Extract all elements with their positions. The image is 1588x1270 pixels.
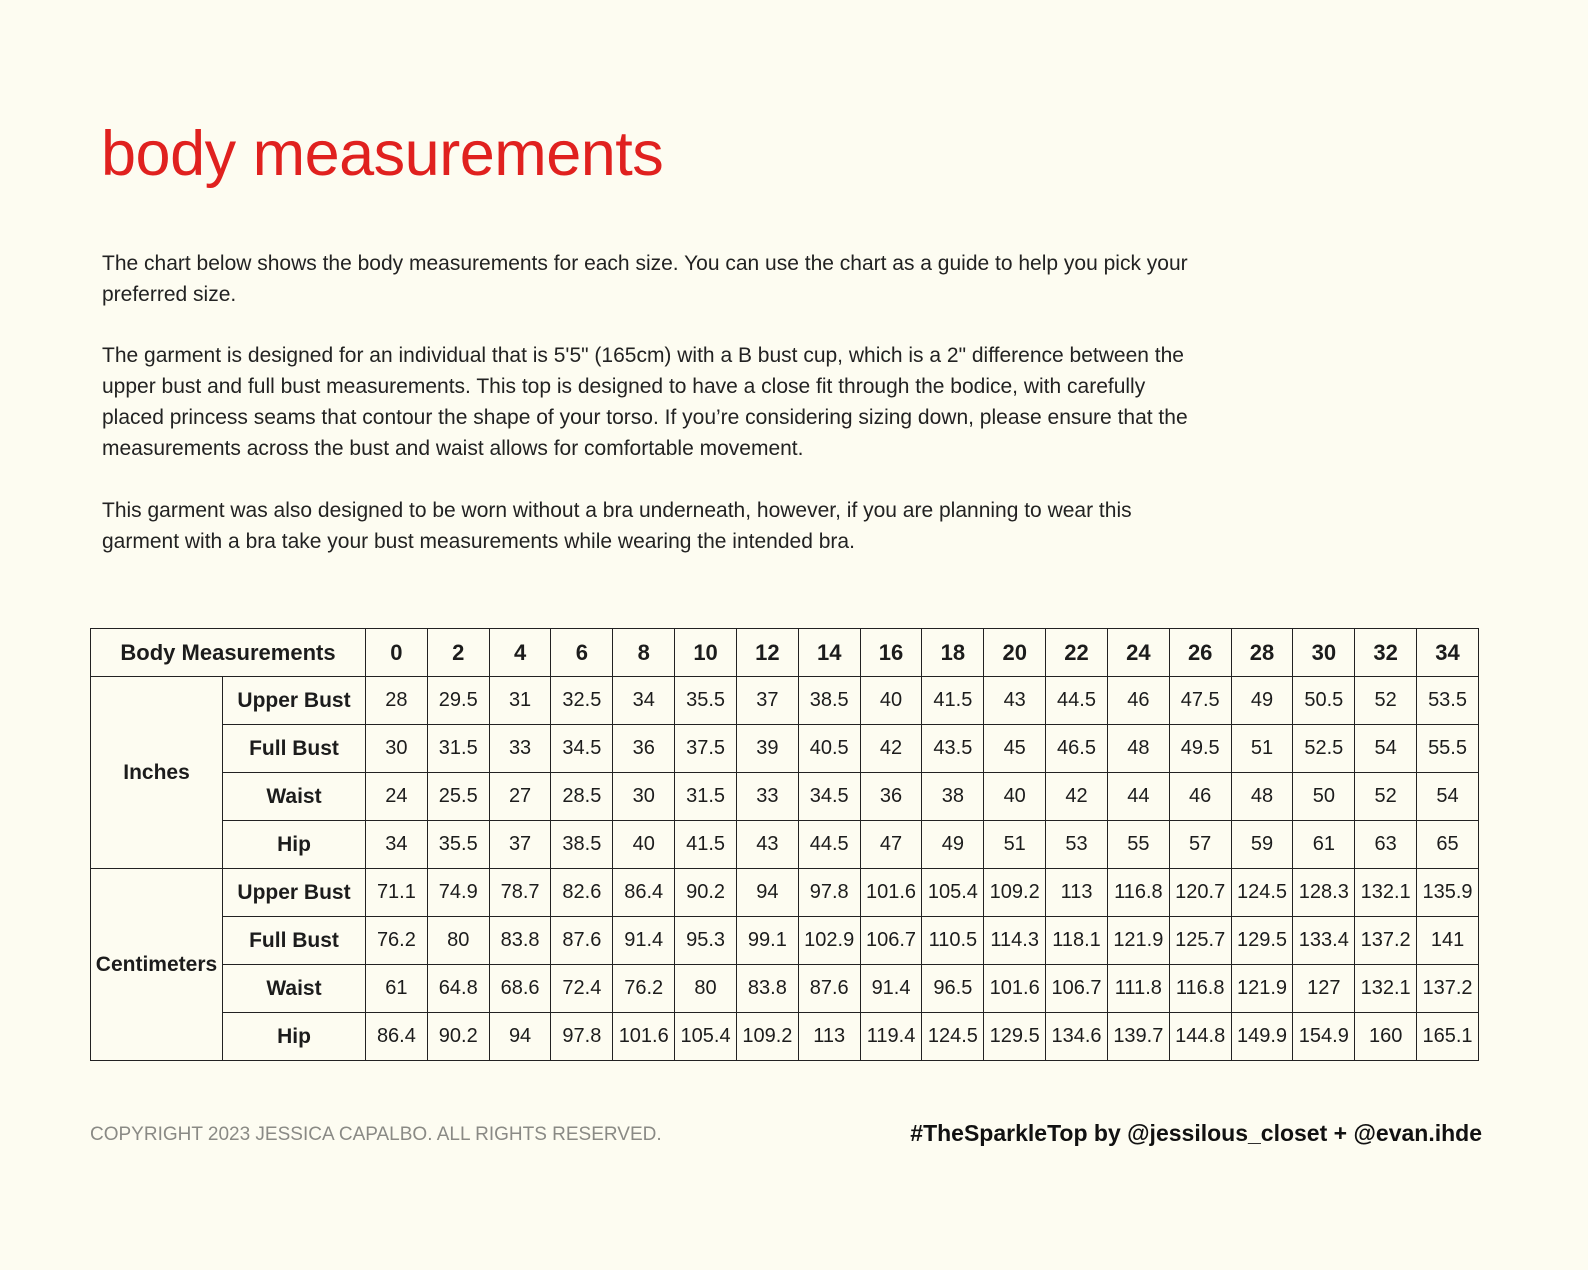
measurement-value: 74.9: [427, 869, 489, 917]
measurement-value: 34: [366, 821, 428, 869]
measurement-value: 35.5: [427, 821, 489, 869]
measurement-value: 52: [1355, 773, 1417, 821]
measurement-value: 94: [736, 869, 798, 917]
intro-paragraph: The chart below shows the body measurements for each size. You can use the chart as a guide to help you pick your preferred size.: [102, 252, 1188, 306]
measurement-label: Full Bust: [223, 917, 366, 965]
measurement-value: 119.4: [860, 1013, 922, 1061]
size-header: 24: [1107, 629, 1169, 677]
measurement-value: 47.5: [1169, 677, 1231, 725]
size-header: 30: [1293, 629, 1355, 677]
measurement-value: 49: [922, 821, 984, 869]
measurement-value: 113: [1046, 869, 1108, 917]
size-header: 16: [860, 629, 922, 677]
measurement-label: Hip: [223, 1013, 366, 1061]
measurement-value: 28.5: [551, 773, 613, 821]
measurement-value: 87.6: [798, 965, 860, 1013]
measurement-value: 71.1: [366, 869, 428, 917]
measurement-value: 86.4: [613, 869, 675, 917]
measurement-value: 35.5: [675, 677, 737, 725]
measurement-value: 54: [1417, 773, 1479, 821]
measurement-value: 110.5: [922, 917, 984, 965]
measurement-value: 61: [366, 965, 428, 1013]
header-label: Body Measurements: [91, 629, 366, 677]
measurement-value: 83.8: [489, 917, 551, 965]
measurement-label: Waist: [223, 773, 366, 821]
measurement-value: 38.5: [551, 821, 613, 869]
measurement-value: 90.2: [427, 1013, 489, 1061]
measurement-value: 48: [1231, 773, 1293, 821]
table-row: [91, 725, 1479, 773]
measurement-value: 50: [1293, 773, 1355, 821]
measurement-value: 118.1: [1046, 917, 1108, 965]
measurement-value: 132.1: [1355, 965, 1417, 1013]
measurement-value: 40.5: [798, 725, 860, 773]
measurement-value: 120.7: [1169, 869, 1231, 917]
size-header: 28: [1231, 629, 1293, 677]
measurement-value: 139.7: [1107, 1013, 1169, 1061]
measurement-value: 99.1: [736, 917, 798, 965]
size-header: 2: [427, 629, 489, 677]
size-header: 12: [736, 629, 798, 677]
measurement-value: 24: [366, 773, 428, 821]
measurement-value: 59: [1231, 821, 1293, 869]
measurement-value: 29.5: [427, 677, 489, 725]
measurement-value: 61: [1293, 821, 1355, 869]
measurement-value: 44: [1107, 773, 1169, 821]
measurement-value: 43: [984, 677, 1046, 725]
measurement-value: 40: [860, 677, 922, 725]
measurement-value: 96.5: [922, 965, 984, 1013]
size-header: 14: [798, 629, 860, 677]
table-header-row: [91, 629, 1479, 677]
measurement-label: Waist: [223, 965, 366, 1013]
table-row: [91, 773, 1479, 821]
size-header: 22: [1046, 629, 1108, 677]
copyright-text: COPYRIGHT 2023 JESSICA CAPALBO. ALL RIGHTS RESERVED.: [90, 1124, 662, 1145]
measurement-label: Upper Bust: [223, 677, 366, 725]
size-header: 26: [1169, 629, 1231, 677]
measurement-value: 52.5: [1293, 725, 1355, 773]
measurement-value: 40: [613, 821, 675, 869]
measurement-value: 55: [1107, 821, 1169, 869]
credit-text: #TheSparkleTop by @jessilous_closet + @evan.ihde: [910, 1120, 1482, 1146]
measurement-value: 45: [984, 725, 1046, 773]
measurement-value: 52: [1355, 677, 1417, 725]
measurement-value: 44.5: [798, 821, 860, 869]
measurement-value: 101.6: [613, 1013, 675, 1061]
measurement-value: 54: [1355, 725, 1417, 773]
measurement-value: 87.6: [551, 917, 613, 965]
measurement-value: 109.2: [736, 1013, 798, 1061]
measurement-label: Hip: [223, 821, 366, 869]
measurement-value: 111.8: [1107, 965, 1169, 1013]
measurement-value: 32.5: [551, 677, 613, 725]
table-row: [91, 965, 1479, 1013]
unit-group-label: Centimeters: [91, 869, 223, 1061]
measurement-value: 154.9: [1293, 1013, 1355, 1061]
measurement-value: 80: [427, 917, 489, 965]
measurement-value: 83.8: [736, 965, 798, 1013]
measurement-value: 97.8: [551, 1013, 613, 1061]
measurement-value: 65: [1417, 821, 1479, 869]
measurement-value: 41.5: [675, 821, 737, 869]
measurement-value: 28: [366, 677, 428, 725]
measurement-value: 34.5: [798, 773, 860, 821]
measurement-value: 90.2: [675, 869, 737, 917]
table-row: [91, 869, 1479, 917]
measurement-value: 106.7: [1046, 965, 1108, 1013]
measurement-value: 127: [1293, 965, 1355, 1013]
measurement-value: 105.4: [675, 1013, 737, 1061]
measurement-value: 82.6: [551, 869, 613, 917]
measurement-value: 97.8: [798, 869, 860, 917]
measurement-value: 116.8: [1107, 869, 1169, 917]
measurement-value: 94: [489, 1013, 551, 1061]
measurement-value: 137.2: [1355, 917, 1417, 965]
measurement-value: 101.6: [860, 869, 922, 917]
measurement-value: 44.5: [1046, 677, 1108, 725]
table-row: [91, 1013, 1479, 1061]
measurement-value: 30: [366, 725, 428, 773]
fit-paragraph: The garment is designed for an individual that is 5'5" (165cm) with a B bust cup, which is a 2" difference between the upper bust and full bust measurements. This top is designed to have a close fit through the bodice, with carefully placed princess seams that contour the shape of your torso. If you’re considering sizing down, please ensure that the measurements across the bust and waist allows for comfortable movement.: [102, 344, 1188, 460]
measurement-value: 76.2: [613, 965, 675, 1013]
measurement-value: 80: [675, 965, 737, 1013]
measurement-value: 133.4: [1293, 917, 1355, 965]
unit-group-label: Inches: [91, 677, 223, 869]
size-chart-table: [90, 628, 1479, 1061]
size-header: 8: [613, 629, 675, 677]
size-header: 20: [984, 629, 1046, 677]
measurement-value: 124.5: [922, 1013, 984, 1061]
measurement-value: 31.5: [427, 725, 489, 773]
measurement-value: 116.8: [1169, 965, 1231, 1013]
measurement-value: 46: [1107, 677, 1169, 725]
measurement-value: 31: [489, 677, 551, 725]
measurement-value: 114.3: [984, 917, 1046, 965]
measurement-value: 37: [736, 677, 798, 725]
measurement-value: 50.5: [1293, 677, 1355, 725]
measurement-value: 78.7: [489, 869, 551, 917]
measurement-value: 33: [489, 725, 551, 773]
measurement-value: 68.6: [489, 965, 551, 1013]
bra-paragraph: This garment was also designed to be worn without a bra underneath, however, if you are planning to wear this garment with a bra take your bust measurements while wearing the intended bra.: [102, 499, 1132, 553]
measurement-value: 49.5: [1169, 725, 1231, 773]
measurement-label: Upper Bust: [223, 869, 366, 917]
measurement-value: 113: [798, 1013, 860, 1061]
measurement-value: 37.5: [675, 725, 737, 773]
measurement-value: 165.1: [1417, 1013, 1479, 1061]
measurement-value: 101.6: [984, 965, 1046, 1013]
size-header: 0: [366, 629, 428, 677]
measurement-value: 125.7: [1169, 917, 1231, 965]
measurement-value: 36: [860, 773, 922, 821]
measurement-value: 91.4: [860, 965, 922, 1013]
measurement-value: 40: [984, 773, 1046, 821]
size-header: 34: [1417, 629, 1479, 677]
measurement-value: 51: [984, 821, 1046, 869]
measurement-label: Full Bust: [223, 725, 366, 773]
measurement-value: 95.3: [675, 917, 737, 965]
measurement-value: 48: [1107, 725, 1169, 773]
measurement-value: 47: [860, 821, 922, 869]
measurement-value: 144.8: [1169, 1013, 1231, 1061]
measurement-value: 34: [613, 677, 675, 725]
table-row: [91, 917, 1479, 965]
measurement-value: 141: [1417, 917, 1479, 965]
measurement-value: 49: [1231, 677, 1293, 725]
size-header: 6: [551, 629, 613, 677]
measurement-value: 34.5: [551, 725, 613, 773]
size-header: 4: [489, 629, 551, 677]
measurement-value: 128.3: [1293, 869, 1355, 917]
measurement-value: 86.4: [366, 1013, 428, 1061]
measurement-value: 53: [1046, 821, 1108, 869]
measurement-value: 31.5: [675, 773, 737, 821]
measurement-value: 91.4: [613, 917, 675, 965]
measurement-value: 76.2: [366, 917, 428, 965]
measurement-value: 39: [736, 725, 798, 773]
measurement-value: 25.5: [427, 773, 489, 821]
measurement-value: 121.9: [1231, 965, 1293, 1013]
measurement-value: 64.8: [427, 965, 489, 1013]
measurement-value: 121.9: [1107, 917, 1169, 965]
table-row: [91, 677, 1479, 725]
size-header: 18: [922, 629, 984, 677]
measurement-value: 109.2: [984, 869, 1046, 917]
measurement-value: 53.5: [1417, 677, 1479, 725]
table-row: [91, 821, 1479, 869]
measurement-value: 132.1: [1355, 869, 1417, 917]
measurement-value: 27: [489, 773, 551, 821]
measurement-value: 30: [613, 773, 675, 821]
measurement-value: 55.5: [1417, 725, 1479, 773]
measurement-value: 46.5: [1046, 725, 1108, 773]
measurement-value: 38.5: [798, 677, 860, 725]
measurement-value: 51: [1231, 725, 1293, 773]
measurement-value: 57: [1169, 821, 1231, 869]
measurement-value: 129.5: [1231, 917, 1293, 965]
measurement-value: 38: [922, 773, 984, 821]
measurement-value: 41.5: [922, 677, 984, 725]
measurement-value: 102.9: [798, 917, 860, 965]
measurement-value: 63: [1355, 821, 1417, 869]
measurement-value: 42: [1046, 773, 1108, 821]
measurement-value: 72.4: [551, 965, 613, 1013]
measurement-value: 149.9: [1231, 1013, 1293, 1061]
size-header: 32: [1355, 629, 1417, 677]
measurement-value: 105.4: [922, 869, 984, 917]
measurement-value: 36: [613, 725, 675, 773]
measurement-value: 137.2: [1417, 965, 1479, 1013]
measurement-value: 106.7: [860, 917, 922, 965]
measurement-value: 134.6: [1046, 1013, 1108, 1061]
measurement-value: 37: [489, 821, 551, 869]
measurement-value: 43.5: [922, 725, 984, 773]
measurement-value: 135.9: [1417, 869, 1479, 917]
measurement-value: 129.5: [984, 1013, 1046, 1061]
size-header: 10: [675, 629, 737, 677]
measurement-value: 46: [1169, 773, 1231, 821]
measurement-value: 33: [736, 773, 798, 821]
page-title: body measurements: [101, 119, 664, 189]
measurement-value: 43: [736, 821, 798, 869]
measurement-value: 124.5: [1231, 869, 1293, 917]
measurement-value: 160: [1355, 1013, 1417, 1061]
measurement-value: 42: [860, 725, 922, 773]
